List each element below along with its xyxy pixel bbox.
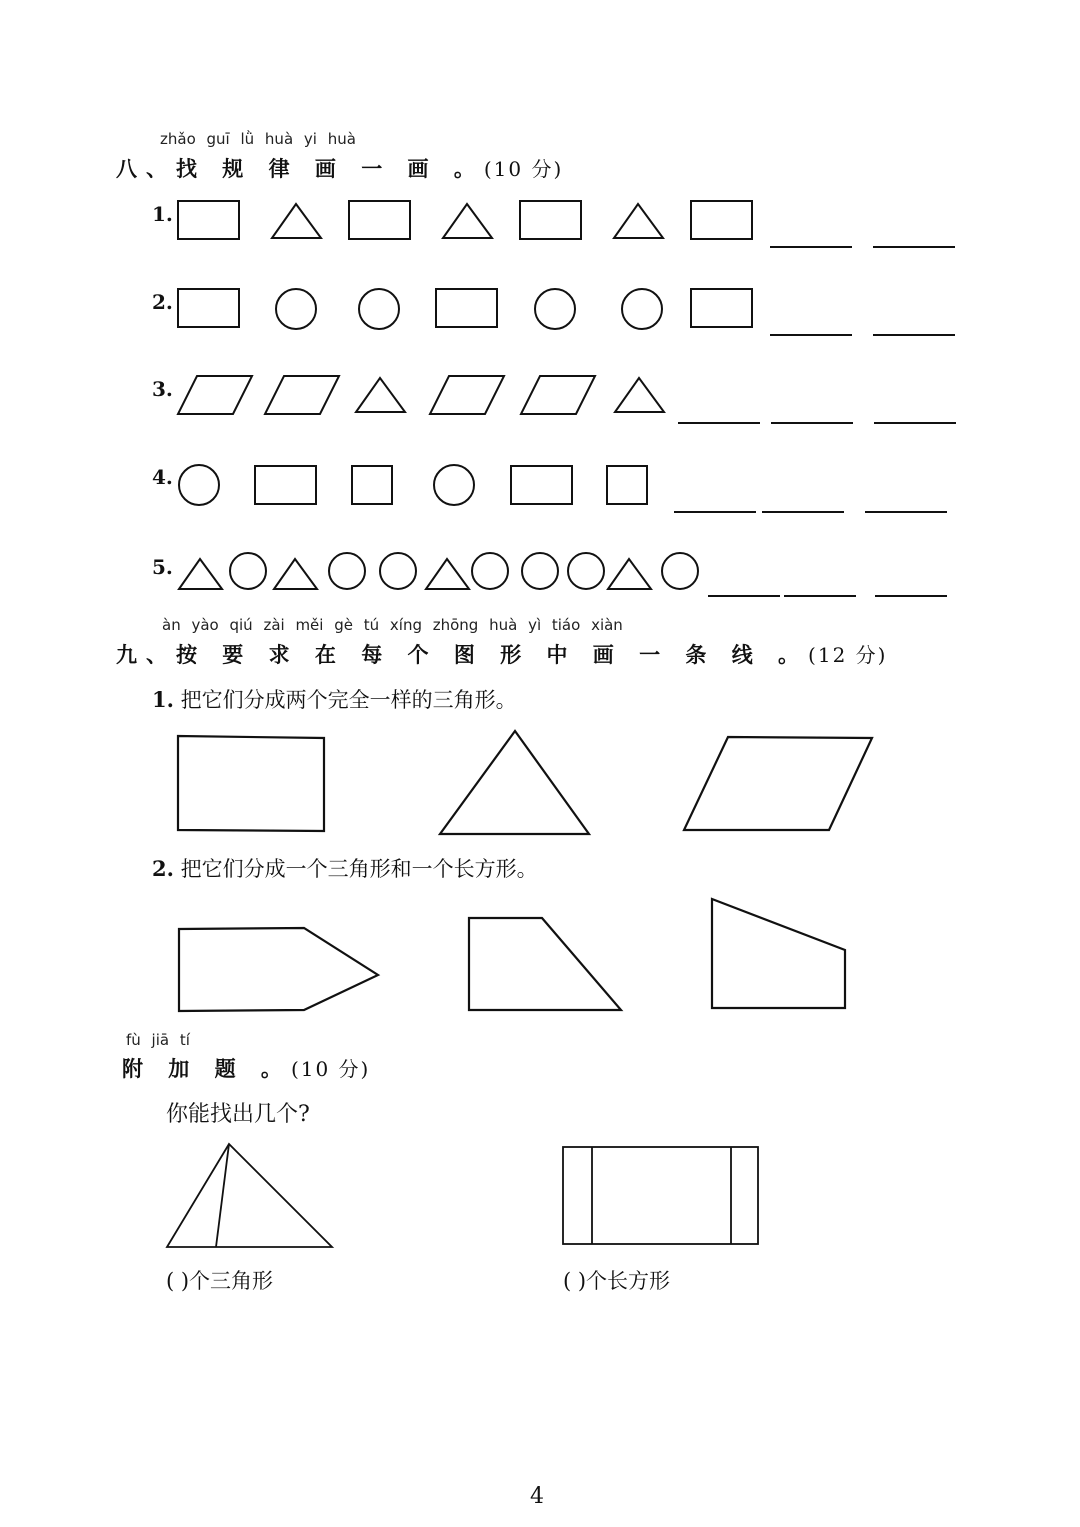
row4-shapes: [179, 465, 947, 512]
right-trapezoid-figure[interactable]: [712, 899, 845, 1008]
circle-shape: [359, 289, 399, 329]
circle-shape: [179, 465, 219, 505]
section9-q1-num: 1.: [152, 687, 174, 712]
row3-label: 3.: [152, 377, 173, 401]
rectangle-shape: [691, 289, 752, 327]
circle-shape: [230, 553, 266, 589]
square-shape: [352, 466, 392, 504]
section9-score: (12 分): [808, 643, 888, 667]
section9-pinyin: àn yào qiú zài měi gè tú xíng zhōng huà yì tiáo xiàn: [162, 616, 623, 634]
triangle-shape: [272, 204, 321, 238]
q2-shapes: [179, 899, 845, 1011]
section9-q2-text: 把它们分成一个三角形和一个长方形。: [180, 857, 538, 881]
row2-shapes: [178, 289, 955, 335]
rectangle-shape: [520, 201, 581, 239]
answer-rectangles: ( )个长方形: [563, 1269, 671, 1293]
circle-shape: [568, 553, 604, 589]
section9-q1-text: 把它们分成两个完全一样的三角形。: [180, 688, 517, 712]
row5-label: 5.: [152, 555, 173, 579]
rectangle-shape: [178, 289, 239, 327]
circle-shape: [662, 553, 698, 589]
row1-label: 1.: [152, 202, 173, 226]
bonus-title: 附 加 题 。: [122, 1057, 291, 1081]
rectangle-figure[interactable]: [178, 736, 324, 831]
section8-score: (10 分): [483, 157, 564, 181]
triangle-shape: [615, 378, 664, 412]
bonus-triangle-figure: [167, 1144, 332, 1247]
triangle-shape: [608, 559, 651, 589]
square-shape: [607, 466, 647, 504]
rectangle-shape: [349, 201, 410, 239]
parallelogram-shape: [430, 376, 504, 414]
parallelogram-shape: [521, 376, 595, 414]
circle-shape: [434, 465, 474, 505]
rectangle-shape: [255, 466, 316, 504]
triangle-shape: [274, 559, 317, 589]
rectangle-shape: [691, 201, 752, 239]
section9-title: 九、按 要 求 在 每 个 图 形 中 画 一 条 线 。: [116, 643, 809, 667]
bonus-score: (10 分): [290, 1057, 371, 1081]
triangle-shape: [356, 378, 405, 412]
row3-shapes: [178, 376, 956, 423]
page-number: 4: [530, 1484, 544, 1509]
answer-triangles: ( )个三角形: [166, 1269, 274, 1293]
bonus-shapes: [167, 1144, 758, 1247]
triangle-shape: [614, 204, 663, 238]
row2-label: 2.: [152, 290, 173, 314]
section8-title: 八、找 规 律 画 一 画 。: [116, 157, 484, 181]
circle-shape: [380, 553, 416, 589]
section9-q2-num: 2.: [152, 856, 174, 881]
triangle-shape: [443, 204, 492, 238]
triangle-figure[interactable]: [440, 731, 589, 834]
circle-shape: [276, 289, 316, 329]
circle-shape: [522, 553, 558, 589]
pentagon-figure[interactable]: [179, 928, 378, 1011]
row5-shapes: [179, 553, 947, 596]
circle-shape: [535, 289, 575, 329]
triangle-shape: [426, 559, 469, 589]
section8-pinyin: zhǎo guī lǜ huà yi huà: [160, 130, 356, 148]
triangle-shape: [179, 559, 222, 589]
parallelogram-shape: [178, 376, 252, 414]
circle-shape: [329, 553, 365, 589]
bonus-question: 你能找出几个?: [166, 1102, 310, 1127]
rectangle-shape: [511, 466, 572, 504]
trapezoid-figure[interactable]: [469, 918, 621, 1010]
parallelogram-shape: [265, 376, 339, 414]
rectangle-shape: [436, 289, 497, 327]
row4-label: 4.: [152, 465, 173, 489]
bonus-pinyin: fù jiā tí: [126, 1031, 190, 1049]
rectangle-shape: [178, 201, 239, 239]
q1-shapes: [178, 731, 872, 834]
parallelogram-figure[interactable]: [684, 737, 872, 830]
triangle-divider-line: [216, 1144, 229, 1247]
row1-shapes: [178, 201, 955, 247]
circle-shape: [622, 289, 662, 329]
circle-shape: [472, 553, 508, 589]
